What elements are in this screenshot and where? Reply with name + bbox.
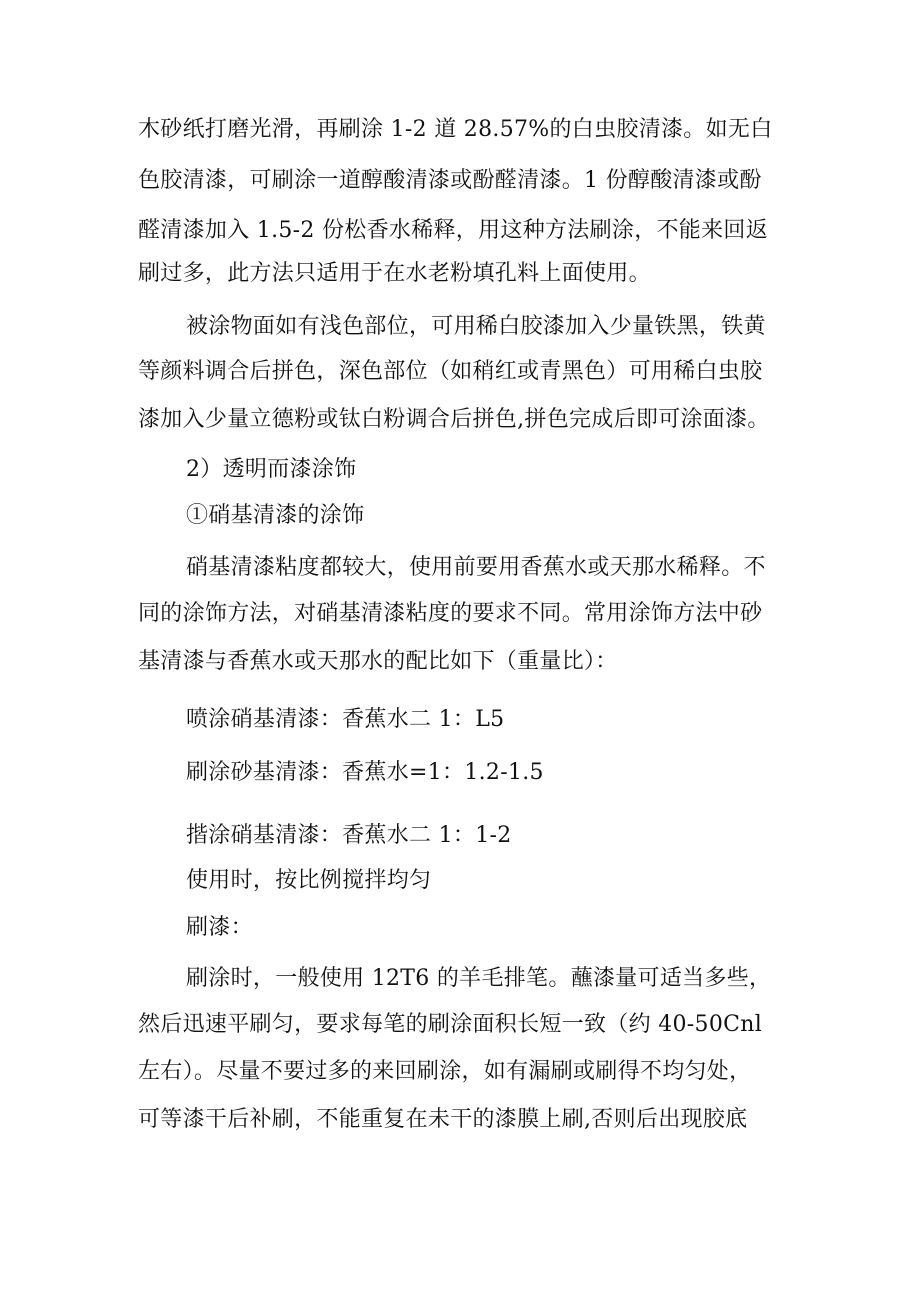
paragraph-start: 被涂物面如有浅色部位，可用稀白胶漆加入少量铁黑，铁黄 (186, 314, 766, 339)
paragraph-start: 硝基清漆粘度都较大，使用前要用香蕉水或天那水稀释。不 (186, 555, 766, 580)
text-line: 色胶清漆，可刷涂一道醇酸清漆或酚醛清漆。1 份醇酸清漆或酚 (138, 168, 762, 193)
text-line: 刷过多，此方法只适用于在水老粉填孔料上面使用。 (138, 261, 651, 286)
text-line: 可等漆干后补刷，不能重复在未干的漆膜上刷,否则后出现胶底 (138, 1107, 748, 1132)
text-line: 醛清漆加入 1.5-2 份松香水稀释，用这种方法刷涂，不能来回返 (138, 218, 769, 243)
ratio-line: 刷涂砂基清漆：香蕉水=1：1.2-1.5 (186, 760, 544, 785)
section-heading: 2）透明而漆涂饰 (186, 457, 357, 482)
text-line: 使用时，按比例搅拌均匀 (186, 868, 432, 893)
text-line: 同的涂饰方法，对硝基清漆粘度的要求不同。常用涂饰方法中砂 (138, 601, 763, 626)
text-line: 木砂纸打磨光滑，再刷涂 1-2 道 28.57%的白虫胶清漆。如无白 (138, 117, 773, 142)
text-line: 然后迅速平刷匀，要求每笔的刷涂面积长短一致（约 40-50Cnl (138, 1012, 763, 1037)
paragraph-start: 刷涂时，一般使用 12T6 的羊毛排笔。蘸漆量可适当多些， (186, 966, 772, 991)
text-line: 基清漆与香蕉水或天那水的配比如下（重量比）： (138, 649, 618, 674)
subsection-heading: ①硝基清漆的涂饰 (186, 503, 365, 528)
ratio-line: 喷涂硝基清漆：香蕉水二 1：L5 (186, 707, 505, 732)
text-line: 等颜料调合后拼色，深色部位（如稍红或青黑色）可用稀白虫胶 (138, 359, 763, 384)
text-line: 左右）。尽量不要过多的来回刷涂，如有漏刷或刷得不均匀处， (138, 1059, 752, 1084)
ratio-line: 揩涂硝基清漆：香蕉水二 1：1-2 (186, 823, 512, 848)
text-line: 漆加入少量立德粉或钛白粉调合后拼色,拼色完成后即可涂面漆。 (138, 407, 770, 432)
subsection-heading: 刷漆： (186, 915, 253, 940)
